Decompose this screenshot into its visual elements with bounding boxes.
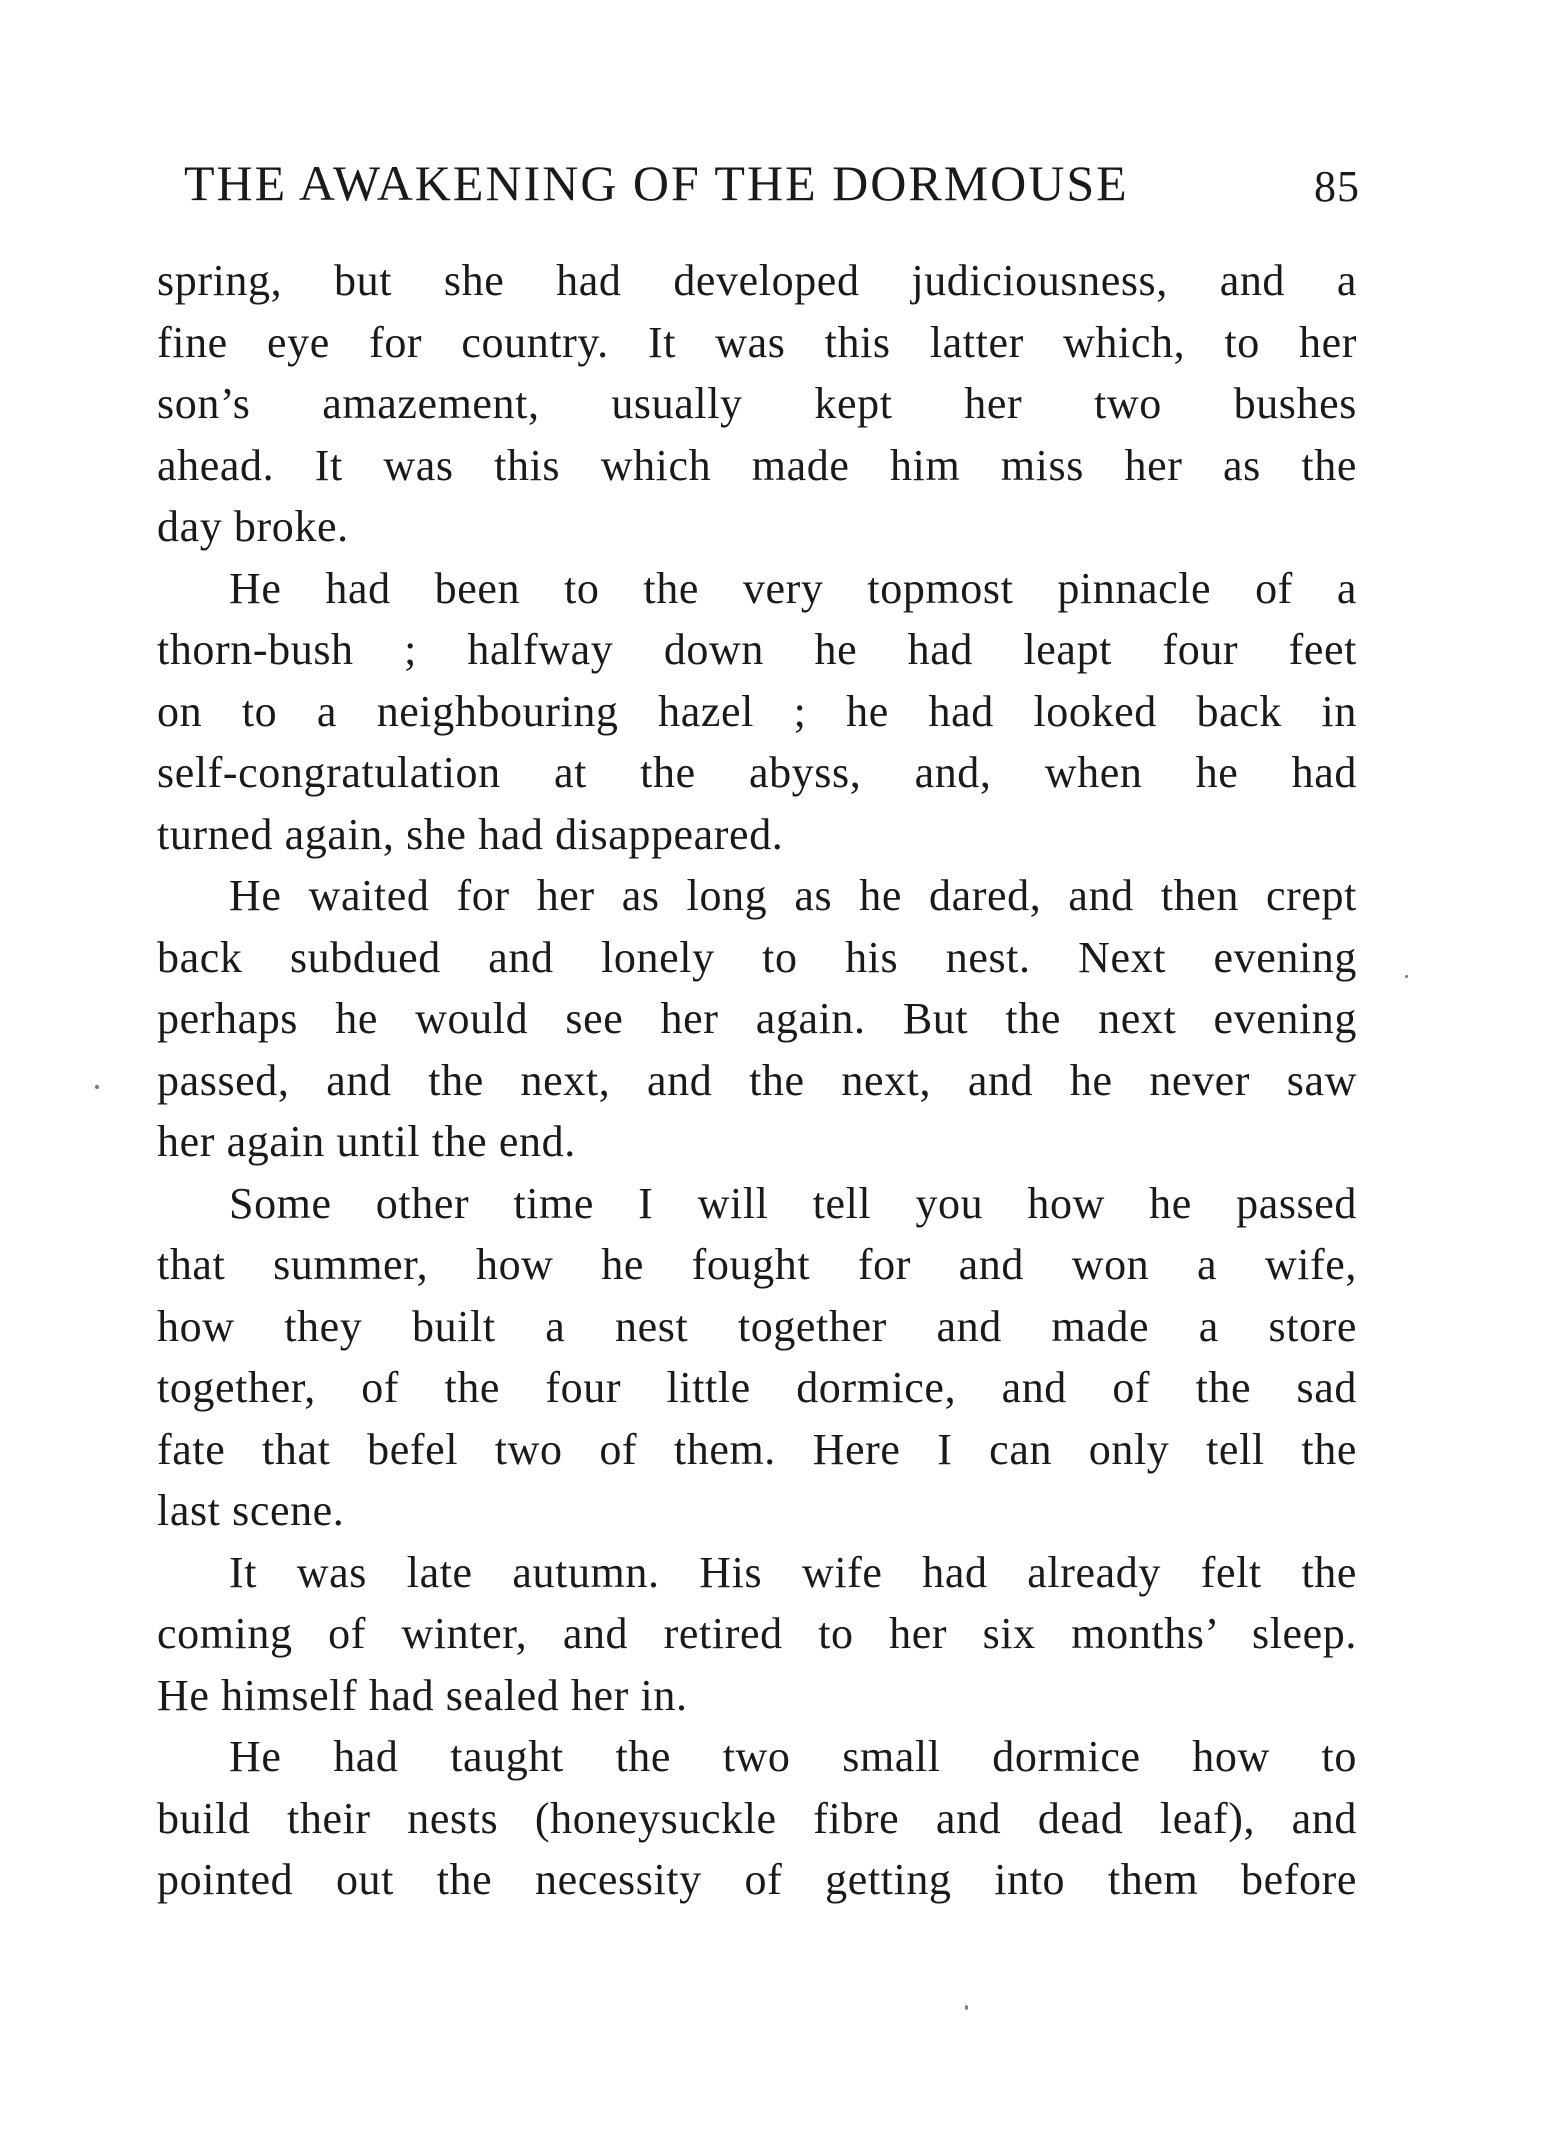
- text-line: that summer, how he fought for and won a wife,: [157, 1240, 1357, 1289]
- running-head-title: THE AWAKENING OF THE DORMOUSE: [184, 155, 1129, 211]
- text-line: her again until the end.: [157, 1117, 576, 1166]
- text-line: He himself had sealed her in.: [157, 1670, 688, 1720]
- text-line: He had taught the two small dormice how to: [229, 1732, 1357, 1781]
- text-line: day broke.: [157, 502, 349, 551]
- text-line: together, of the four little dormice, and of the sad: [157, 1363, 1357, 1412]
- text-line: passed, and the next, and the next, and he never saw: [157, 1055, 1357, 1105]
- text-line: perhaps he would see her again. But the next evening: [157, 994, 1357, 1043]
- text-line: how they built a nest together and made a store: [157, 1301, 1357, 1351]
- text-line: fine eye for country. It was this latter which, to her: [157, 317, 1357, 367]
- page-number: 85: [1314, 162, 1360, 211]
- text-line: build their nests (honeysuckle fibre and dead leaf), and: [157, 1793, 1357, 1843]
- text-line: He had been to the very topmost pinnacle of a: [229, 563, 1357, 613]
- text-line: self-congratulation at the abyss, and, when he had: [157, 748, 1357, 797]
- text-line: fate that befel two of them. Here I can only tell the: [157, 1424, 1357, 1474]
- text-line: pointed out the necessity of getting into them before: [157, 1855, 1357, 1904]
- ink-speck: [95, 1085, 99, 1089]
- text-line: coming of winter, and retired to her six months’ sleep.: [157, 1609, 1357, 1658]
- text-line: last scene.: [157, 1486, 345, 1535]
- ink-speck: [1405, 975, 1408, 978]
- running-head: [160, 148, 1370, 218]
- text-line: turned again, she had disappeared.: [157, 809, 784, 859]
- text-line: son’s amazement, usually kept her two bushes: [157, 379, 1357, 428]
- ink-speck: [965, 2005, 968, 2010]
- text-line: ahead. It was this which made him miss her as the: [157, 440, 1357, 490]
- text-line: He waited for her as long as he dared, and then crept: [229, 871, 1357, 920]
- text-line: thorn-bush ; halfway down he had leapt four feet: [157, 625, 1357, 674]
- text-line: Some other time I will tell you how he passed: [229, 1178, 1357, 1228]
- text-line: on to a neighbouring hazel ; he had looked back in: [157, 686, 1357, 736]
- body-text: [157, 250, 1357, 1911]
- text-line: back subdued and lonely to his nest. Next evening: [157, 932, 1357, 982]
- text-line: spring, but she had developed judiciousness, and a: [157, 256, 1357, 305]
- text-line: It was late autumn. His wife had already felt the: [229, 1547, 1357, 1597]
